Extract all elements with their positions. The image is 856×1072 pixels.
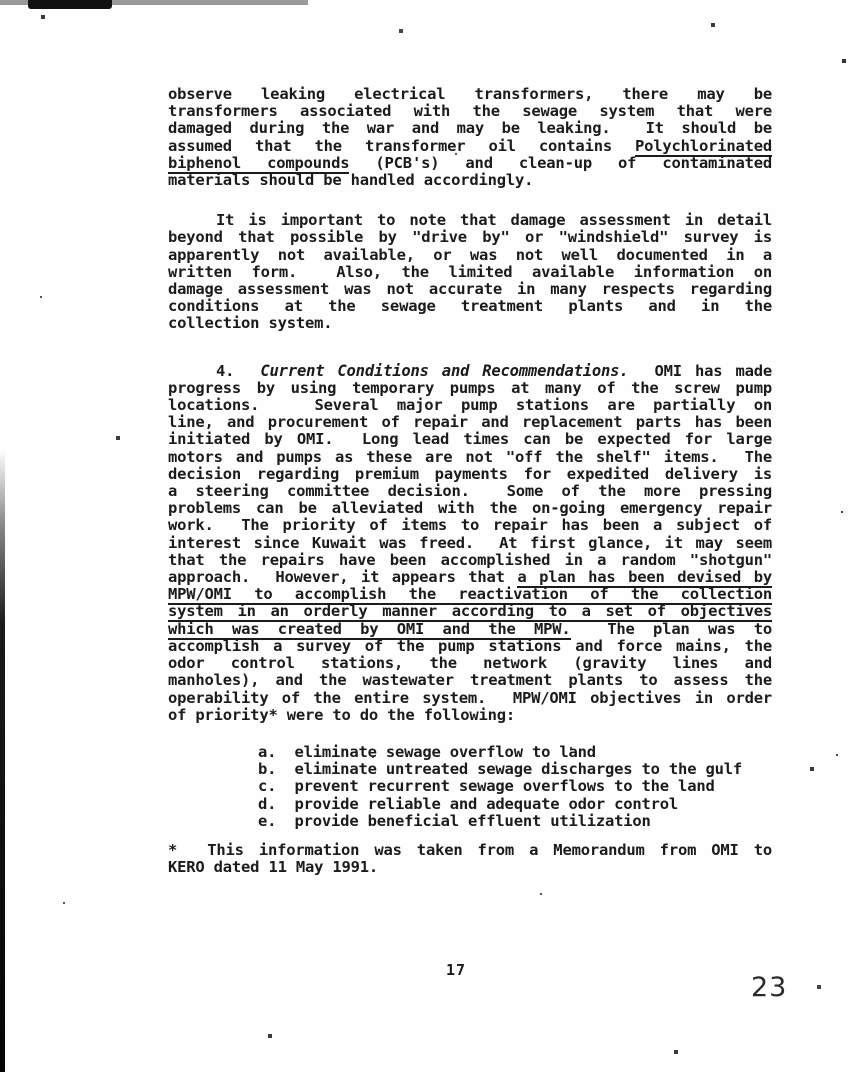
text-segment: motors and pumps as these are not "off the shelf" items. The — [168, 447, 772, 466]
paragraph-2-body — [168, 212, 772, 332]
underlined-text: Polychlorinated — [635, 136, 772, 155]
text-line — [168, 229, 772, 246]
text-line — [168, 552, 772, 569]
text-segment: that the repairs have been accomplished in a random "shotgun" — [168, 550, 772, 569]
text-line — [168, 466, 772, 483]
text-line — [168, 621, 772, 638]
text-segment: interest since Kuwait was freed. At first glance, it may seem — [168, 533, 772, 552]
text-line — [168, 414, 772, 431]
text-segment: beyond that possible by "drive by" or "windshield" survey is — [168, 228, 772, 247]
text-segment: b. eliminate untreated sewage discharges to the gulf — [258, 760, 742, 779]
text-line — [168, 155, 772, 172]
text-segment: KERO dated 11 May 1991. — [168, 858, 379, 877]
text-line — [168, 120, 772, 137]
text-line — [168, 315, 772, 332]
text-line — [168, 638, 772, 655]
text-segment: assumed that the transformer oil contains — [168, 136, 636, 155]
text-line — [168, 281, 772, 298]
text-segment: It is important to note that damage assessment in detail — [216, 211, 772, 230]
text-segment: observe leaking electrical transformers, there may be — [168, 85, 772, 103]
scan-ink-blob — [28, 0, 112, 9]
text-segment: c. prevent recurrent sewage overflows to the land — [258, 777, 715, 796]
paragraph-4-list — [168, 744, 772, 830]
list-item-line — [168, 744, 772, 761]
text-line — [168, 212, 772, 229]
list-item-line — [168, 778, 772, 795]
text-line — [168, 690, 772, 707]
text-segment: line, and procurement of repair and replacement parts has been — [168, 413, 772, 432]
text-segment: work. The priority of items to repair has been a subject of — [168, 516, 772, 535]
text-line — [168, 672, 772, 689]
stamped-page-number: 23 — [751, 972, 788, 1003]
underlined-text: system in an orderly manner according to a set of objectives — [168, 602, 772, 621]
text-segment: decision regarding premium payments for expedited delivery is — [168, 464, 772, 483]
text-segment: operability of the entire system. MPW/OMI objectives in order — [168, 688, 772, 707]
text-segment: conditions at the sewage treatment plants and in the — [168, 297, 772, 316]
text-line — [168, 86, 772, 103]
document-text-column — [168, 86, 772, 876]
paragraph-5-footnote — [168, 842, 772, 876]
scan-left-edge-line — [0, 450, 5, 1072]
text-line — [168, 603, 772, 620]
text-line — [168, 500, 772, 517]
list-item-line — [168, 761, 772, 778]
text-segment: damage assessment was not accurate in many respects regarding — [168, 280, 772, 299]
text-segment: damaged during the war and may be leaking. It should be — [168, 119, 772, 138]
text-line — [168, 298, 772, 315]
text-line — [168, 264, 772, 281]
text-line — [168, 431, 772, 448]
text-line — [168, 138, 772, 155]
text-line — [168, 707, 772, 724]
text-segment: transformers associated with the sewage system that were — [168, 102, 772, 121]
text-segment: d. provide reliable and adequate odor control — [258, 794, 679, 813]
text-segment: written form. Also, the limited available information on — [168, 262, 772, 281]
paragraph-3-section — [168, 363, 772, 724]
text-line — [168, 172, 772, 189]
page-number: 17 — [446, 961, 467, 979]
scan-specks — [0, 0, 2, 2]
text-segment: problems can be alleviated with the on-going emergency repair — [168, 499, 772, 518]
text-segment: 4. — [216, 361, 261, 380]
text-segment: * This information was taken from a Memorandum from OMI to — [168, 840, 772, 859]
text-line — [168, 586, 772, 603]
list-item-line — [168, 796, 772, 813]
list-item-line — [168, 813, 772, 830]
text-segment: apparently not available, or was not well documented in a — [168, 245, 772, 264]
underlined-text: a plan has been devised by — [517, 568, 772, 587]
text-line — [168, 483, 772, 500]
text-line — [168, 842, 772, 859]
underlined-text: MPW/OMI to accomplish the reactivation of the collection — [168, 585, 772, 604]
text-line — [168, 535, 772, 552]
text-segment: of priority* were to do the following: — [168, 705, 516, 724]
text-segment: initiated by OMI. Long lead times can be expected for large — [168, 430, 772, 449]
text-segment: OMI has made — [628, 361, 772, 380]
text-line — [168, 363, 772, 380]
text-line — [168, 380, 772, 397]
text-segment: odor control stations, the network (gravity lines and — [168, 654, 772, 673]
paragraph-1-body1 — [168, 86, 772, 189]
text-segment: accomplish a survey of the pump stations and force mains, the — [168, 636, 772, 655]
text-segment: progress by using temporary pumps at many of the screw pump — [168, 378, 772, 397]
text-line — [168, 655, 772, 672]
underlined-text: which was created by OMI and the MPW. — [168, 619, 571, 638]
text-segment: locations. Several major pump stations are partially on — [168, 396, 772, 415]
text-line — [168, 449, 772, 466]
text-line — [168, 397, 772, 414]
text-segment: a. eliminate sewage overflow to land — [258, 742, 596, 761]
text-segment: manholes), and the wastewater treatment plants to assess the — [168, 671, 772, 690]
text-line — [168, 247, 772, 264]
text-segment: The plan was to — [570, 619, 772, 638]
text-segment: materials should be handled accordingly. — [168, 171, 534, 190]
text-segment: approach. However, it appears that — [168, 568, 518, 587]
underlined-text: biphenol compounds — [168, 153, 350, 172]
text-segment: a steering committee decision. Some of the more pressing — [168, 482, 772, 501]
text-line — [168, 517, 772, 534]
italic-text: Current Conditions and Recommendations. — [260, 361, 629, 380]
text-line — [168, 103, 772, 120]
text-segment: e. provide beneficial effluent utilization — [258, 811, 651, 830]
text-line — [168, 569, 772, 586]
text-segment: (PCB's) and clean-up of contaminated — [349, 153, 772, 172]
text-segment: collection system. — [168, 314, 333, 333]
text-line — [168, 859, 772, 876]
